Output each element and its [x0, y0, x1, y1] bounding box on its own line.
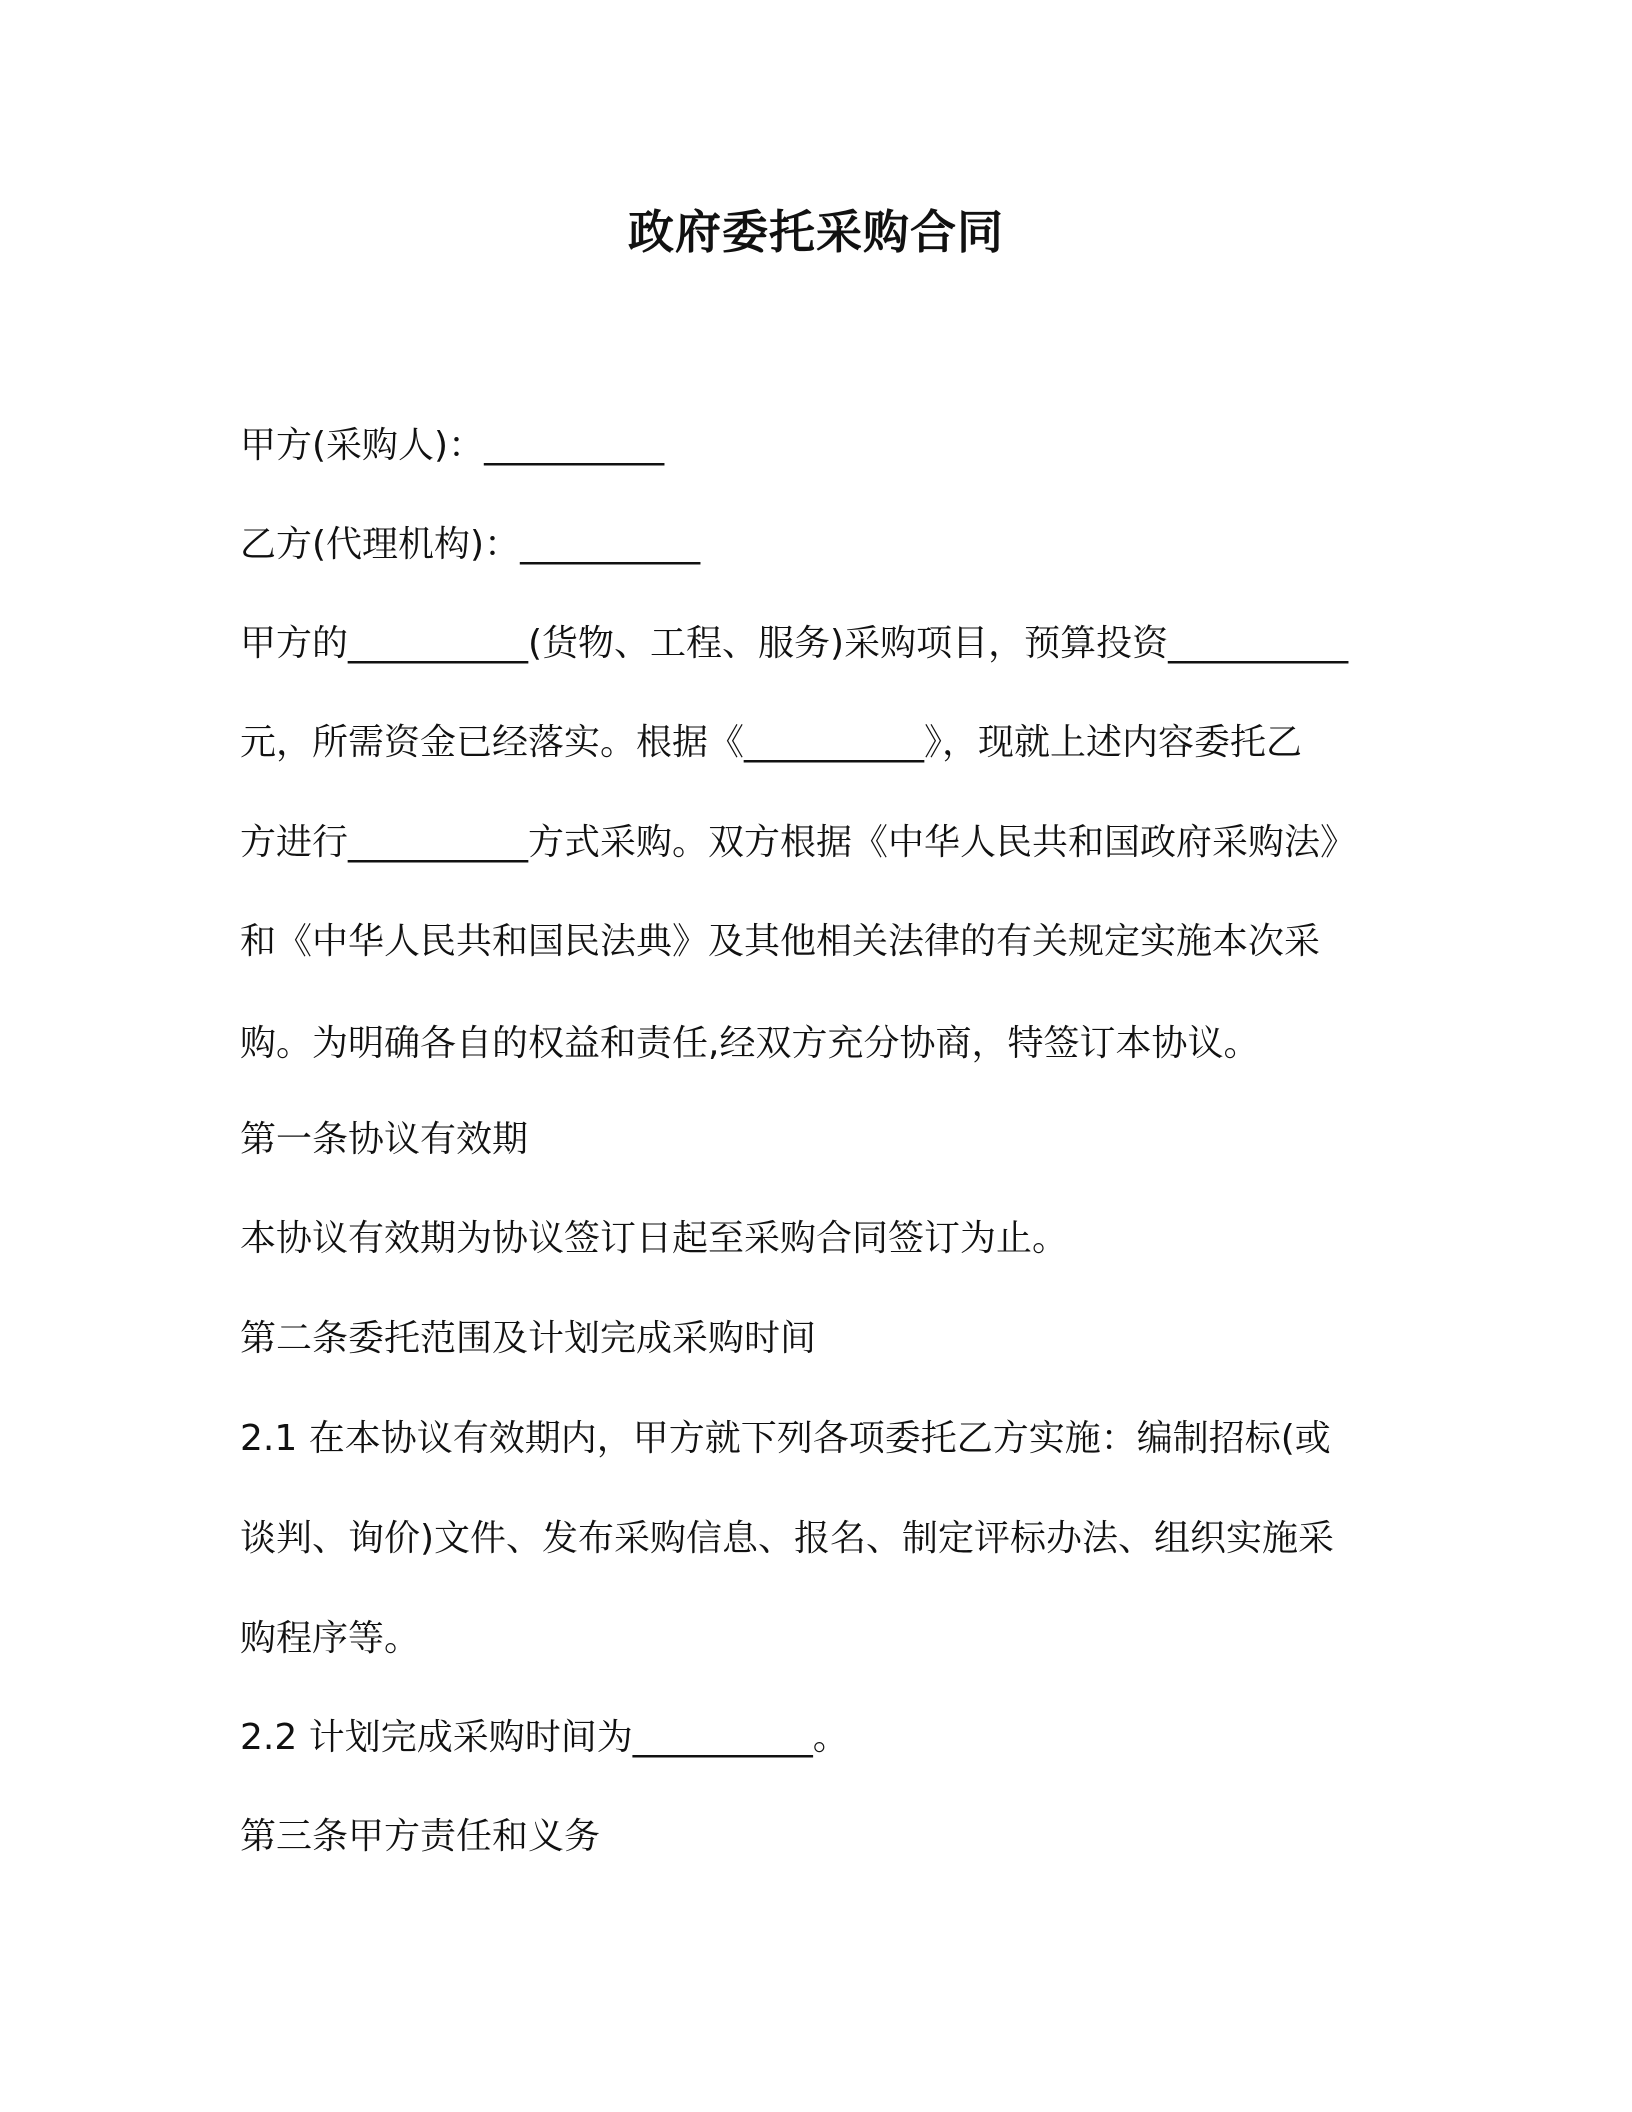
article-3-heading: 第三条甲方责任和义务	[240, 1816, 601, 1857]
clause-2-1-line-2: 谈判、询价)文件、发布采购信息、报名、制定评标办法、组织实施采	[240, 1518, 1335, 1559]
clause-2-2: 2.2 计划完成采购时间为__________。	[240, 1717, 849, 1758]
preamble-line-5: 购。为明确各自的权益和责任,经双方充分协商，特签订本协议。	[240, 1023, 1260, 1064]
article-2-heading: 第二条委托范围及计划完成采购时间	[240, 1318, 817, 1359]
preamble-line-3: 方进行__________方式采购。双方根据《中华人民共和国政府采购法》	[240, 822, 1357, 863]
article-1-heading: 第一条协议有效期	[240, 1119, 529, 1160]
article-1-body: 本协议有效期为协议签订日起至采购合同签订为止。	[240, 1218, 1069, 1259]
preamble-line-4: 和《中华人民共和国民法典》及其他相关法律的有关规定实施本次采	[240, 921, 1321, 962]
clause-2-1-line-3: 购程序等。	[240, 1618, 421, 1659]
party-a-line: 甲方(采购人)：__________	[240, 425, 665, 466]
clause-2-1-line-1: 2.1 在本协议有效期内，甲方就下列各项委托乙方实施：编制招标(或	[240, 1418, 1331, 1459]
document-title: 政府委托采购合同	[628, 205, 1004, 259]
party-b-line: 乙方(代理机构)：__________	[240, 524, 701, 565]
preamble-line-2: 元，所需资金已经落实。根据《__________》，现就上述内容委托乙	[240, 722, 1303, 763]
preamble-line-1: 甲方的__________(货物、工程、服务)采购项目，预算投资__________	[240, 623, 1349, 664]
